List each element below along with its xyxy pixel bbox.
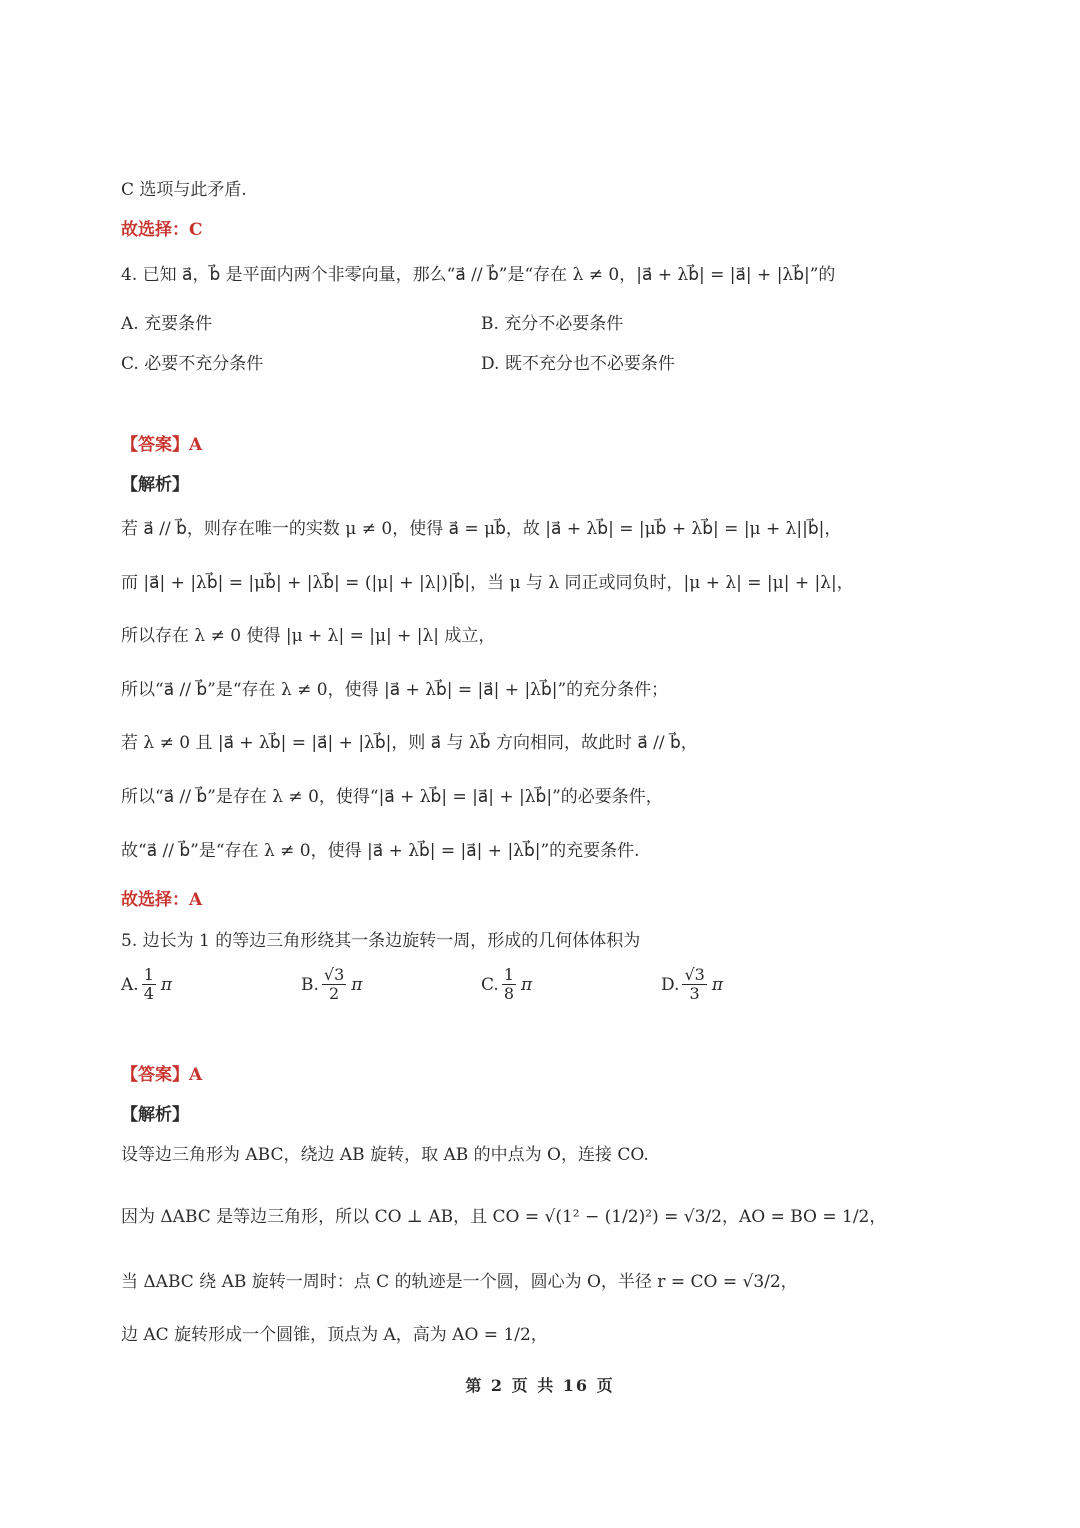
fraction-denominator: 4 <box>143 984 154 1003</box>
pi-symbol: π <box>351 974 363 995</box>
q4-analysis-line: 若 λ ≠ 0 且 |a⃗ + λb⃗| = |a⃗| + |λb⃗|，则 a⃗ 与 λb⃗ 方向相同，故此时 a⃗ // b⃗， <box>121 733 698 753</box>
q4-analysis-line: 故“a⃗ // b⃗”是“存在 λ ≠ 0，使得 |a⃗ + λb⃗| = |a⃗| + |λb⃗|”的充要条件. <box>121 841 640 861</box>
q4-option-d: D. 既不充分也不必要条件 <box>481 354 675 374</box>
q5-option-c <box>481 966 532 1003</box>
option-label: B. <box>301 974 319 995</box>
fraction-denominator: 8 <box>503 984 514 1003</box>
q5-option-d <box>661 966 723 1003</box>
q4-analysis-line: 若 a⃗ // b⃗，则存在唯一的实数 μ ≠ 0，使得 a⃗ = μb⃗，故 |a⃗ + λb⃗| = |μb⃗ + λb⃗| = |μ + λ||b⃗|， <box>121 519 842 539</box>
q4-analysis-title: 【解析】 <box>121 475 189 495</box>
option-label: A. <box>121 974 139 995</box>
fraction <box>502 966 516 1003</box>
option-label: C. <box>481 974 499 995</box>
q4-option-a: A. 充要条件 <box>121 314 213 334</box>
q5-answer: 【答案】A <box>121 1065 203 1085</box>
q4-analysis-line: 所以“a⃗ // b⃗”是存在 λ ≠ 0，使得“|a⃗ + λb⃗| = |a⃗| + |λb⃗|”的必要条件， <box>121 787 663 807</box>
prev-solution-choice: 故选择：C <box>121 220 203 240</box>
q4-choice: 故选择：A <box>121 890 203 910</box>
q5-analysis-line: 边 AC 旋转形成一个圆锥，顶点为 A，高为 AO = 1/2， <box>121 1325 548 1345</box>
pi-symbol: π <box>160 974 173 995</box>
q4-option-c: C. 必要不充分条件 <box>121 354 264 374</box>
option-label: D. <box>661 974 680 995</box>
fraction-numerator: √3 <box>684 965 705 984</box>
q5-analysis-line: 设等边三角形为 ABC，绕边 AB 旋转，取 AB 的中点为 O，连接 CO. <box>121 1145 649 1165</box>
fraction-numerator: √3 <box>323 965 345 984</box>
fraction-numerator: 1 <box>143 965 154 984</box>
fraction-denominator: 2 <box>329 984 340 1003</box>
q4-answer: 【答案】A <box>121 435 203 455</box>
q4-stem: 4. 已知 a⃗，b⃗ 是平面内两个非零向量，那么“a⃗ // b⃗”是“存在 λ ≠ 0，|a⃗ + λb⃗| = |a⃗| + |λb⃗|”的 <box>121 265 836 285</box>
pi-symbol: π <box>521 974 533 995</box>
fraction <box>142 966 156 1003</box>
q5-analysis-line: 当 ΔABC 绕 AB 旋转一周时：点 C 的轨迹是一个圆，圆心为 O，半径 r = CO = √3/2， <box>121 1272 798 1292</box>
q5-stem: 5. 边长为 1 的等边三角形绕其一条边旋转一周，形成的几何体体积为 <box>121 931 641 951</box>
q5-analysis-title: 【解析】 <box>121 1105 189 1125</box>
q5-option-b <box>301 966 362 1003</box>
q5-analysis-line: 因为 ΔABC 是等边三角形，所以 CO ⊥ AB，且 CO = √(1² − (1/2)²) = √3/2，AO = BO = 1/2， <box>121 1207 887 1227</box>
q4-analysis-line: 所以存在 λ ≠ 0 使得 |μ + λ| = |μ| + |λ| 成立， <box>121 626 496 646</box>
page-footer: 第 2 页 共 16 页 <box>465 1376 615 1395</box>
q5-option-a <box>121 966 172 1003</box>
fraction-numerator: 1 <box>503 965 514 984</box>
fraction <box>322 966 346 1003</box>
pi-symbol: π <box>711 974 723 995</box>
q4-analysis-line: 而 |a⃗| + |λb⃗| = |μb⃗| + |λb⃗| = (|μ| + |λ|)|b⃗|，当 μ 与 λ 同正或同负时，|μ + λ| = |μ| + |λ|， <box>121 573 854 593</box>
fraction <box>682 966 706 1003</box>
q4-option-b: B. 充分不必要条件 <box>481 314 624 334</box>
fraction-denominator: 3 <box>689 984 700 1003</box>
q4-analysis-line: 所以“a⃗ // b⃗”是“存在 λ ≠ 0，使得 |a⃗ + λb⃗| = |a⃗| + |λb⃗|”的充分条件； <box>121 680 669 700</box>
prev-solution-line: C 选项与此矛盾. <box>121 180 247 200</box>
